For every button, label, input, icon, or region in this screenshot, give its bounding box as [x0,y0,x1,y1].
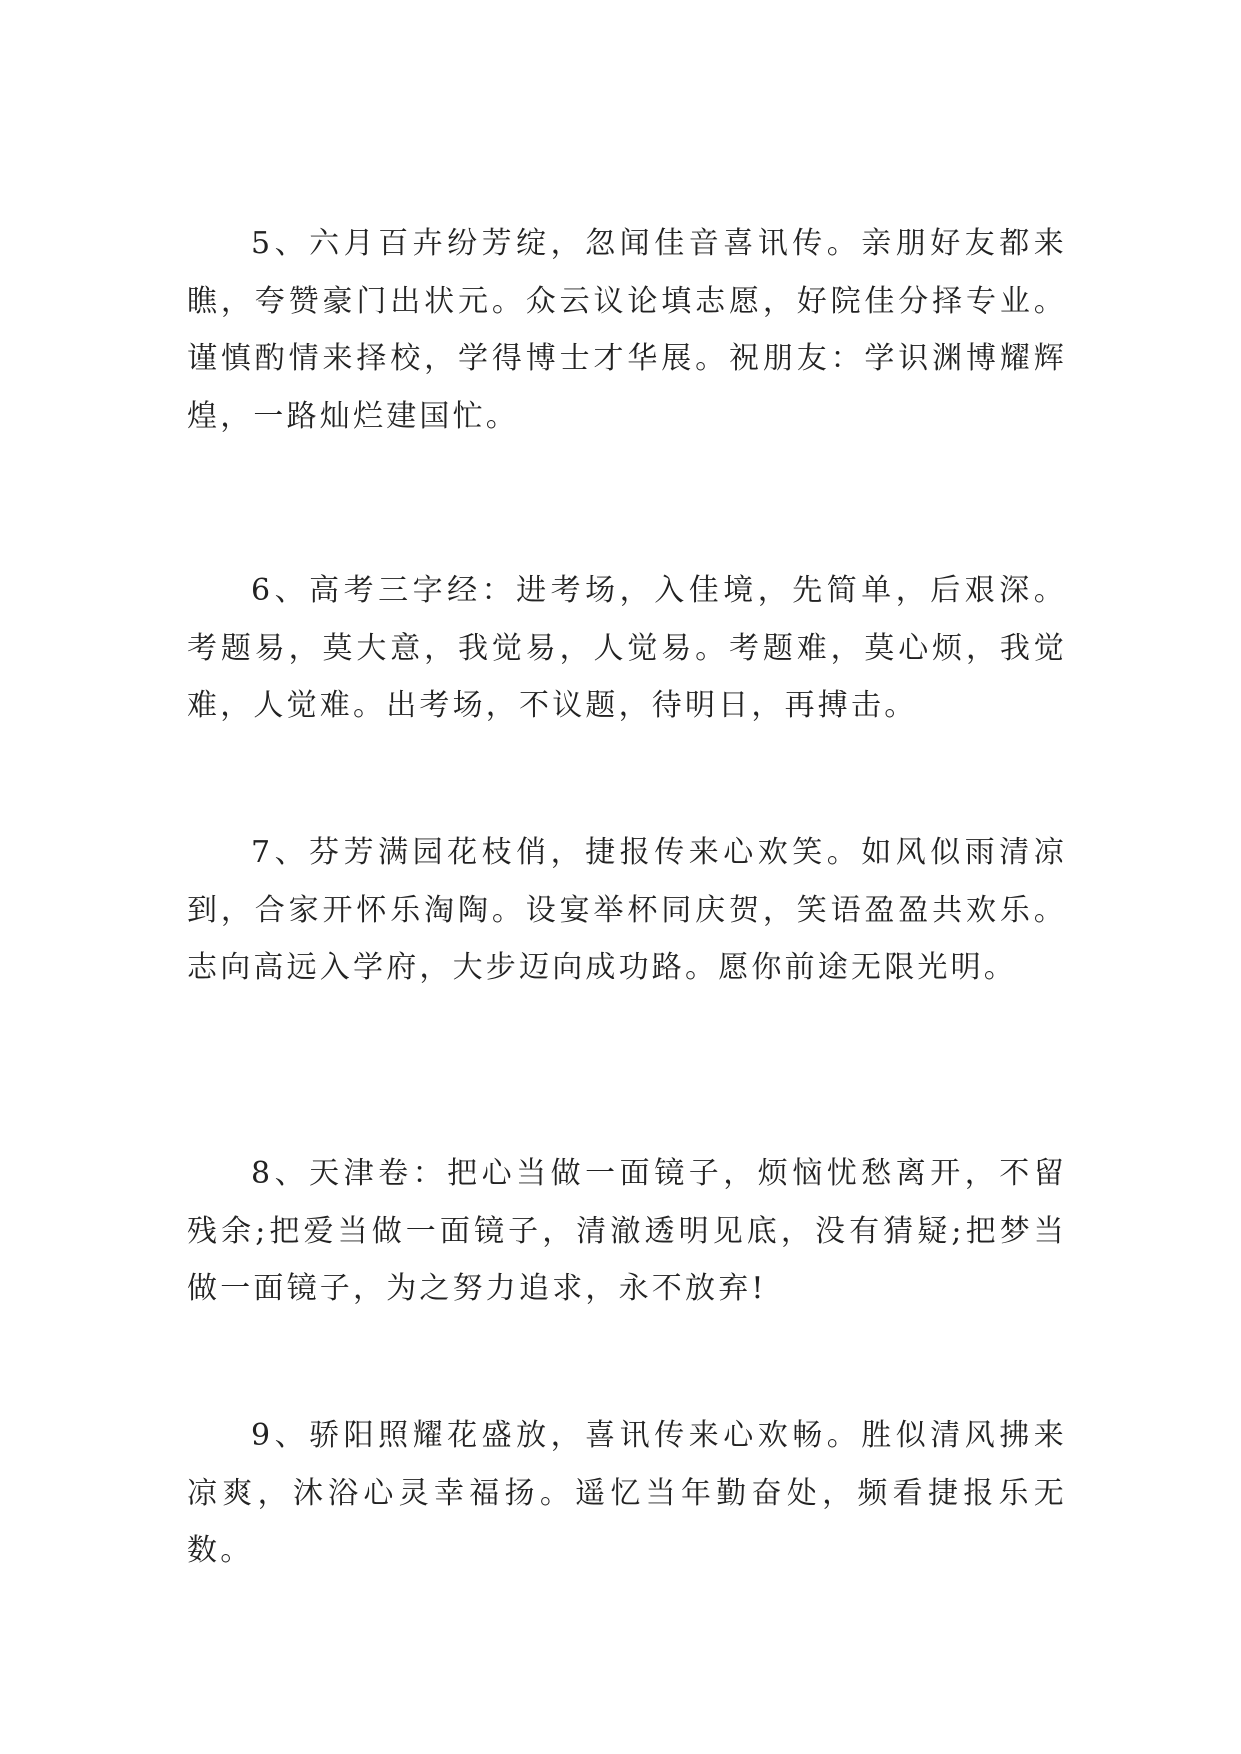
paragraph-8: 8、天津卷：把心当做一面镜子，烦恼忧愁离开，不留残余;把爱当做一面镜子，清澈透明见底，没有猜疑;把梦当做一面镜子，为之努力追求，永不放弃! [187,1156,1067,1306]
paragraph-9: 9、骄阳照耀花盛放，喜讯传来心欢畅。胜似清风拂来凉爽，沐浴心灵幸福扬。遥忆当年勤奋处，频看捷报乐无数。 [187,1418,1067,1568]
paragraph-5: 5、六月百卉纷芳绽，忽闻佳音喜讯传。亲朋好友都来瞧，夸赞豪门出状元。众云议论填志愿，好院佳分择专业。谨慎酌情来择校，学得博士才华展。祝朋友：学识渊博耀辉煌，一路灿烂建国忙。 [187,226,1067,434]
paragraph-6: 6、高考三字经：进考场，入佳境，先简单，后艰深。考题易，莫大意，我觉易，人觉易。考题难，莫心烦，我觉难，人觉难。出考场，不议题，待明日，再搏击。 [187,573,1067,723]
paragraph-7: 7、芬芳满园花枝俏，捷报传来心欢笑。如风似雨清凉到，合家开怀乐淘陶。设宴举杯同庆贺，笑语盈盈共欢乐。志向高远入学府，大步迈向成功路。愿你前途无限光明。 [187,835,1067,985]
